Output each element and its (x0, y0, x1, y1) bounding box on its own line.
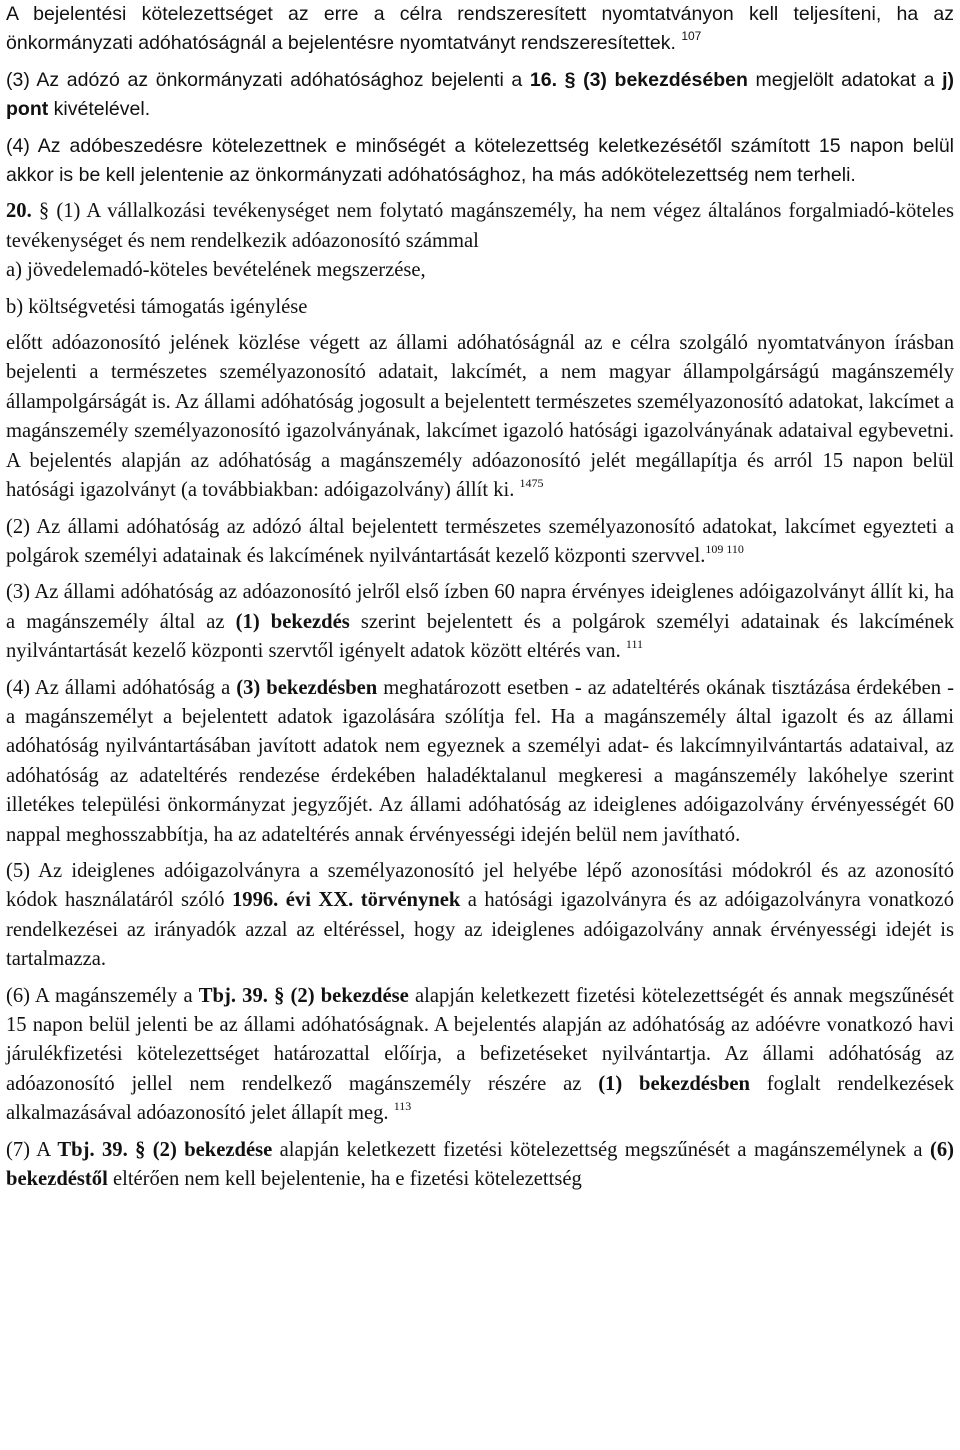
list-item-a: a) jövedelemadó-köteles bevételének megszerzése, (6, 259, 426, 282)
paragraph-ref-bold: (3) bekezdésben (236, 676, 378, 699)
paragraph-4: (4) Az adóbeszedésre kötelezettnek e minőségét a kötelezettség keletkezésétől számított 15 napon belül akkor is be kell jelentenie az önkormányzati adóhatósághoz, ha más adókötelezettség nem terheli. (6, 134, 954, 187)
paragraph-ref-bold: (1) bekezdés (235, 610, 350, 633)
section-20-paragraph-2 (6, 513, 954, 572)
text-run: megjelölt adatokat a (747, 68, 943, 91)
section-20-paragraph-3 (6, 578, 954, 666)
law-ref-bold: Tbj. 39. (57, 1138, 128, 1161)
text-run (128, 1139, 135, 1161)
text-run: § (1) A vállalkozási tevékenységet nem folytató magánszemély, ha nem végez általános forgalmiadó-köteles tevékenységet és nem rendelkezik adóazonosító számmal (6, 200, 954, 252)
section-ref-bold: 16. (529, 68, 557, 91)
text-run: kivételével. (48, 98, 151, 121)
footnote-ref[interactable]: 113 (393, 1099, 412, 1114)
text-run: eltérően nem kell bejelentenie, ha e fizetési kötelezettség (107, 1168, 582, 1191)
point-ref-bold: j) pont (6, 68, 954, 121)
footnote-ref[interactable]: 109 110 (705, 541, 744, 556)
text-run: (3) Az adózó az önkormányzati adóhatósághoz bejelenti a (6, 68, 530, 91)
text-run: alapján keletkezett fizetési kötelezettségét és annak megszűnését 15 napon belül jelenti be az állami adóhatóságnak. A bejelentés alapján az adóhatóság az adóévre vonatkozó havi járulékfizetési kötelezettséget határozattal előírja, a befizetéseket nyilvántartja. Az állami adóhatóság az adóazonosító jellel nem rendelkező magánszemély részére az (6, 984, 954, 1095)
paragraph-3 (6, 66, 954, 125)
section-20-paragraph-5 (6, 857, 954, 975)
text-run: foglalt rendelkezések alkalmazásával adóazonosító jelet állapít meg. (6, 1072, 954, 1125)
section-20-paragraph-1 (6, 197, 954, 256)
section-20-paragraph-7 (6, 1136, 954, 1195)
paragraph-ref-bold: (1) bekezdésben (598, 1072, 750, 1095)
text-run: előtt adóazonosító jelének közlése végett az állami adóhatóságnál az e célra szolgáló nyomtatványon írásban bejelenti a természetes személyazonosító adatait, lakcímét, a nem magyar állampolgárságú magánszemély állampolgárságát is. Az állami adóhatóság jogosult a bejelentett természetes személyazonosító adatokat, lakcímet a magánszemély személyazonosító igazolványának, lakcímet igazoló hatósági igazolványának adataival egybevetni. A bejelentés alapján az adóhatóság a magánszemély adóazonosító jelét megállapítja és arról 15 napon belül hatósági igazolványt (a továbbiakban: adóigazolvány) állít ki. (6, 332, 954, 502)
text-run: (6) A magánszemély a (6, 984, 199, 1007)
paragraph-ref-bold: (6) bekezdéstől (6, 1138, 954, 1191)
section-20-paragraph-6 (6, 982, 954, 1129)
list-item-b: b) költségvetési támogatás igénylése (6, 295, 308, 318)
law-ref-bold: 1996. évi XX. törvénynek (231, 889, 461, 912)
text-run: alapján keletkezett fizetési kötelezettség megszűnését a magánszemélynek a (272, 1138, 930, 1161)
text-run: szerint bejelentett és a polgárok személyi adatainak és lakcímének nyilvántartását kezelő központi szervtől igényelt adatok között eltérés van. (6, 610, 955, 663)
intro-text: A bejelentési kötelezettséget az erre a célra rendszeresített nyomtatványon kell teljesíteni, ha az önkormányzati adóhatóságnál a bejelentésre nyomtatványt rendszeresítettek. (6, 3, 954, 55)
intro-paragraph (6, 0, 954, 59)
section-20-paragraph-4 (6, 674, 954, 850)
footnote-ref[interactable]: 107 (681, 29, 702, 44)
section-20-paragraph-1-continued (6, 329, 954, 505)
text-run: a hatósági igazolványra és az adóigazolványra vonatkozó rendelkezései az irányadók azzal az eltéréssel, hogy az ideiglenes adóigazolvány annak érvényességi idejét is tartalmazza. (6, 889, 954, 971)
footnote-ref[interactable]: 111 (625, 637, 644, 652)
text-run: (4) Az állami adóhatóság a (6, 676, 237, 699)
paragraph-ref-bold: § (2) bekezdése (274, 984, 409, 1007)
law-ref-bold: Tbj. 39. (198, 984, 268, 1007)
text-run: (2) Az állami adóhatóság az adózó által bejelentett természetes személyazonosító adatokat, lakcímet egyezteti a polgárok személyi adatainak és lakcímének nyilvántartását kezelő központi szervvel. (6, 515, 954, 567)
text-run: meghatározott esetben - az adateltérés okának tisztázása érdekében - a magánszemélyt a bejelentett adatok igazolására szólítja fel. Ha a magánszemély által igazolt és az állami adóhatóság nyilvántartásában javított adatok nem egyeznek a személyi adat- és lakcímnyilvántartás adataival, az adóhatóság az adateltérés rendezése érdekében haladéktalanul megkeresi a magánszemély lakóhelye szerint illetékes települési önkormányzat jegyzőjét. Az állami adóhatóság az ideiglenes adóigazolvány érvényességét 60 nappal meghosszabbítja, ha az adateltérés annak érvényességi idején belül nem javítható. (6, 676, 954, 846)
paragraph-ref-bold: § (2) bekezdése (135, 1138, 273, 1161)
text-run: (5) Az ideiglenes adóigazolványra a személyazonosító jel helyébe lépő azonosítási módokról és az azonosító kódok használatáról szóló (6, 859, 954, 912)
text-run: (3) Az állami adóhatóság az adóazonosító jelről első ízben 60 napra érvényes ideiglenes adóigazolványt állít ki, ha a magánszemély által az (6, 581, 954, 633)
section-number: 20. (6, 200, 32, 223)
paragraph-ref-bold: § (3) bekezdésében (564, 68, 748, 91)
text-run: (7) A (6, 1138, 58, 1161)
footnote-ref[interactable]: 1475 (519, 476, 544, 491)
text-run (557, 69, 565, 91)
